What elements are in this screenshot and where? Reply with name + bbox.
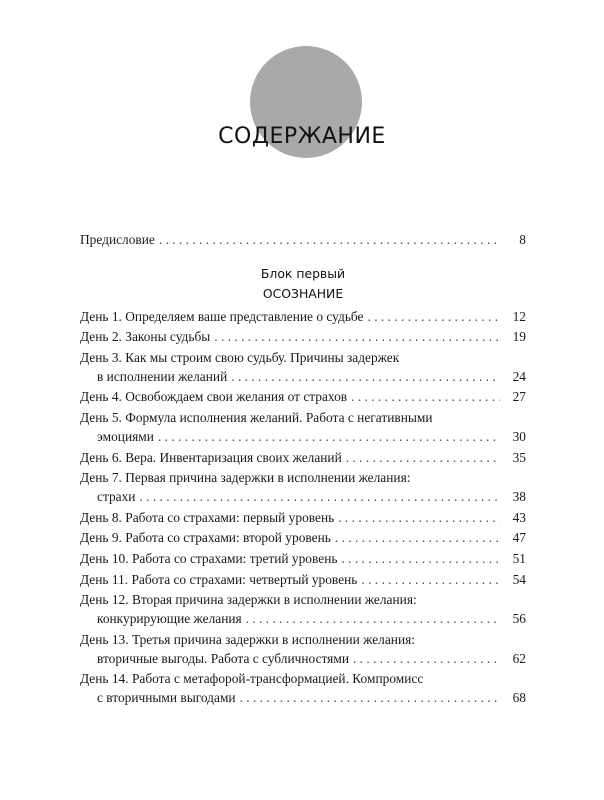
dot-leader [368,307,500,326]
dot-leader [139,487,500,506]
toc-entry-label: вторичные выгоды. Работа с субличностями [97,650,349,666]
toc-entry-label: День 5. Формула исполнения желаний. Работа с негативными [80,409,433,425]
dot-leader [346,448,500,467]
toc-page-number: 19 [512,329,526,345]
block-title: ОСОЗНАНИЕ [262,285,344,301]
toc-entry-label: День 9. Работа со страхами: второй уровень [80,530,331,546]
toc-entry-label: в исполнении желаний [97,368,228,384]
toc-entry[interactable] [80,590,526,628]
toc-entry-label: День 11. Работа со страхами: четвертый уровень [80,571,358,587]
toc-page-number: 38 [512,489,526,505]
block-label: Блок первый [260,265,346,281]
toc-entry[interactable] [80,348,526,386]
toc-entry-label: конкурирующие желания [97,611,242,627]
table-of-contents [80,230,526,709]
toc-entry[interactable] [80,468,526,506]
dot-leader [338,508,500,527]
toc-entry-label: эмоциями [97,428,154,444]
toc-page-number: 24 [512,368,526,384]
toc-page-number: 56 [512,611,526,627]
dot-leader [158,427,500,446]
toc-entry-label: День 10. Работа со страхами: третий уровень [80,550,338,566]
toc-entry-label: День 4. Освобождаем свои желания от страхов [80,389,348,405]
toc-entry-label: День 8. Работа со страхами: первый уровень [80,509,335,525]
toc-entry[interactable] [80,630,526,668]
dot-leader [246,609,500,628]
toc-entry-label: День 13. Третья причина задержки в исполнении желания: [80,631,416,647]
toc-entry[interactable] [80,508,526,527]
toc-entry-label: День 7. Первая причина задержки в исполнении желания: [80,470,411,486]
dot-leader [351,387,500,406]
dot-leader [231,367,500,386]
toc-entry-label: День 12. Вторая причина задержки в исполнении желания: [80,592,417,608]
toc-entry[interactable] [80,408,526,446]
toc-page-number: 62 [512,650,526,666]
toc-entry[interactable] [80,327,526,346]
toc-page-number: 8 [519,232,526,247]
toc-page-number: 54 [512,571,526,587]
toc-entry-label: День 14. Работа с метафорой-трансформацией. Компромисс [80,671,424,687]
toc-entries-list [80,307,526,708]
toc-page-number: 27 [512,389,526,405]
toc-entry-label: День 1. Определяем ваше представление о судьбе [80,308,364,324]
toc-entry-label: День 2. Законы судьбы [80,329,211,345]
toc-entry[interactable] [80,448,526,467]
toc-page-number: 51 [512,550,526,566]
toc-entry-preface[interactable] [80,230,526,249]
toc-entry-label: День 3. Как мы строим свою судьбу. Причины задержек [80,349,400,365]
toc-entry[interactable] [80,528,526,547]
toc-entry-label: с вторичными выгодами [97,690,236,706]
toc-entry-label: Предисловие [80,232,155,247]
toc-page-number: 47 [512,530,526,546]
toc-entry[interactable] [80,669,526,707]
toc-page-number: 68 [512,690,526,706]
toc-page-number: 12 [512,308,526,324]
dot-leader [361,570,500,589]
dot-leader [341,549,500,568]
toc-entry[interactable] [80,307,526,326]
dot-leader [335,528,500,547]
dot-leader [353,649,500,668]
toc-entry[interactable] [80,387,526,406]
toc-page-number: 35 [512,449,526,465]
dot-leader [214,327,500,346]
toc-page-number: 30 [512,428,526,444]
toc-entry-label: страхи [97,489,136,505]
toc-entry-label: День 6. Вера. Инвентаризация своих желаний [80,449,342,465]
dot-leader [159,230,500,249]
toc-page-number: 43 [512,509,526,525]
toc-entry[interactable] [80,549,526,568]
dot-leader [240,688,500,707]
toc-entry[interactable] [80,570,526,589]
page-title: СОДЕРЖАНИЕ [218,124,386,149]
